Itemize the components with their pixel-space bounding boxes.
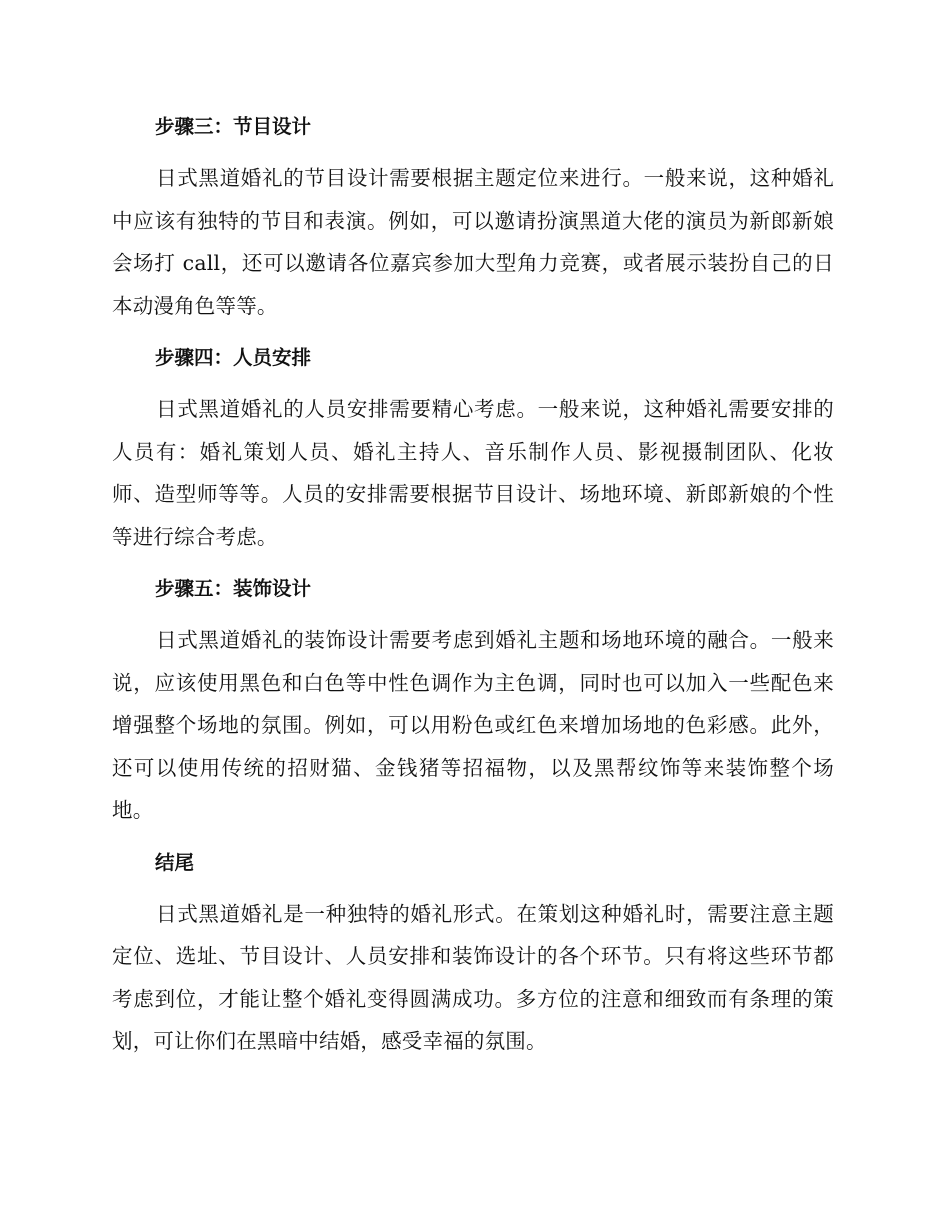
- section-paragraph: 日式黑道婚礼是一种独特的婚礼形式。在策划这种婚礼时，需要注意主题定位、选址、节目设计、人员安排和装饰设计的各个环节。只有将这些环节都考虑到位，才能让整个婚礼变得圆满成功。多方位的注意和细致而有条理的策划，可让你们在黑暗中结婚，感受幸福的氛围。: [112, 901, 834, 1053]
- section-paragraph: 日式黑道婚礼的节目设计需要根据主题定位来进行。一般来说，这种婚礼中应该有独特的节目和表演。例如，可以邀请扮演黑道大佬的演员为新郎新娘会场打 call，还可以邀请各位嘉宾参加大型角力竞赛，或者展示装扮自己的日本动漫角色等等。: [112, 166, 834, 318]
- section-heading: 结尾: [155, 850, 195, 874]
- section-staff-arrangement: [112, 337, 834, 558]
- section-paragraph: 日式黑道婚礼的装饰设计需要考虑到婚礼主题和场地环境的融合。一般来说，应该使用黑色和白色等中性色调作为主色调，同时也可以加入一些配色来增强整个场地的氛围。例如，可以用粉色或红色来增加场地的色彩感。此外，还可以使用传统的招财猫、金钱猪等招福物，以及黑帮纹饰等来装饰整个场地。: [112, 628, 834, 822]
- section-decoration-design: [112, 568, 834, 832]
- document-page: [112, 106, 834, 1073]
- section-program-design: [112, 106, 834, 327]
- section-heading: 步骤三：节目设计: [155, 115, 312, 138]
- section-heading: 步骤五：装饰设计: [155, 577, 312, 600]
- section-heading: 步骤四：人员安排: [155, 346, 312, 369]
- section-paragraph: 日式黑道婚礼的人员安排需要精心考虑。一般来说，这种婚礼需要安排的人员有：婚礼策划人员、婚礼主持人、音乐制作人员、影视摄制团队、化妆师、造型师等等。人员的安排需要根据节目设计、场地环境、新郎新娘的个性等进行综合考虑。: [112, 397, 834, 549]
- section-conclusion: [112, 842, 834, 1063]
